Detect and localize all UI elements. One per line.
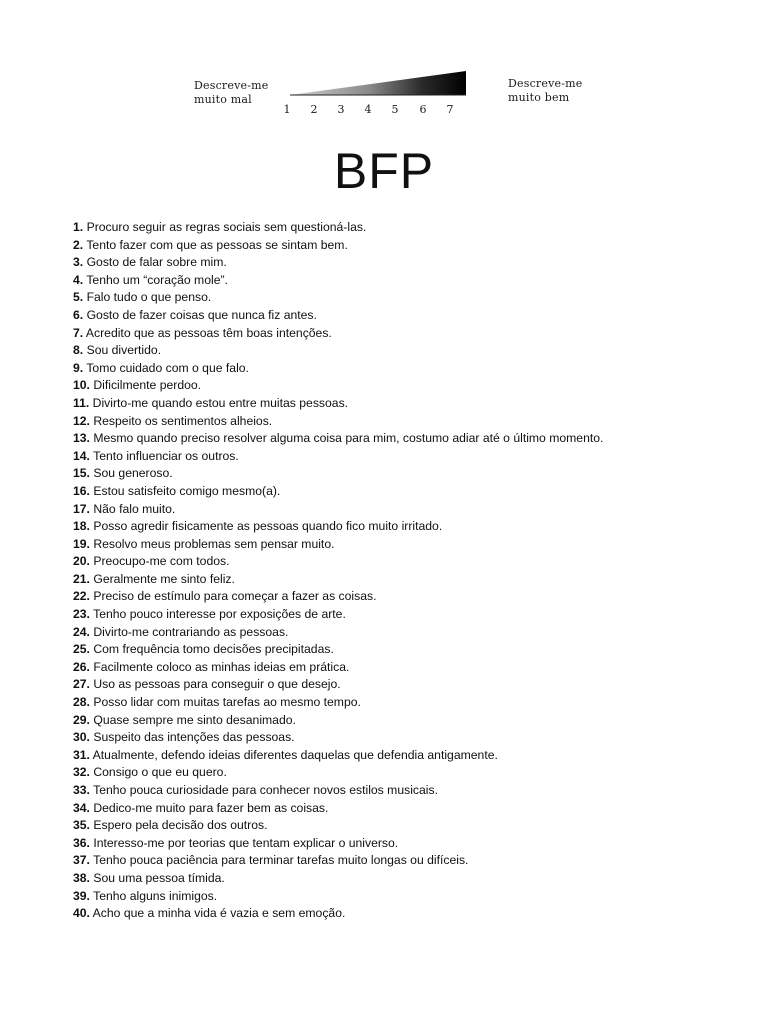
item-number: 29. <box>73 712 90 727</box>
item-text: Preocupo-me com todos. <box>93 554 230 569</box>
item-number: 2. <box>73 237 84 252</box>
item-text: Tomo cuidado com o que falo. <box>86 360 249 375</box>
item-number: 5. <box>73 290 84 305</box>
questionnaire-item <box>73 729 723 747</box>
item-text: Suspeito das intenções das pessoas. <box>93 730 295 745</box>
item-number: 24. <box>73 624 90 639</box>
item-text: Consigo o que eu quero. <box>93 765 227 780</box>
questionnaire-item <box>73 870 723 888</box>
item-text: Tenho um “coração mole”. <box>86 272 228 287</box>
questionnaire-item <box>73 694 723 712</box>
scale-number-2: 2 <box>310 103 318 116</box>
item-number: 27. <box>73 677 90 692</box>
item-text: Geralmente me sinto feliz. <box>93 571 235 586</box>
questionnaire-item <box>73 395 723 413</box>
item-text: Dificilmente perdoo. <box>93 378 202 393</box>
item-text: Falo tudo o que penso. <box>86 290 212 305</box>
item-number: 1. <box>73 220 84 234</box>
item-number: 20. <box>73 554 90 569</box>
questionnaire-item <box>73 817 723 835</box>
item-number: 12. <box>73 413 90 428</box>
item-text: Posso lidar com muitas tarefas ao mesmo tempo. <box>93 695 361 710</box>
item-text: Espero pela decisão dos outros. <box>93 818 268 833</box>
scale-left-label-line2: muito mal <box>194 93 252 106</box>
item-number: 40. <box>73 906 90 921</box>
scale-wedge-graphic <box>290 70 468 96</box>
questionnaire-items <box>73 219 723 923</box>
item-number: 36. <box>73 835 90 850</box>
item-text: Quase sempre me sinto desanimado. <box>93 712 296 727</box>
item-text: Acredito que as pessoas têm boas intenções. <box>85 325 332 340</box>
questionnaire-item <box>73 448 723 466</box>
item-text: Divirto-me contrariando as pessoas. <box>93 624 289 639</box>
item-number: 23. <box>73 607 90 622</box>
item-text: Preciso de estímulo para começar a fazer as coisas. <box>93 589 377 604</box>
questionnaire-item <box>73 571 723 589</box>
item-text: Acho que a minha vida é vazia e sem emoção. <box>92 906 346 921</box>
questionnaire-item <box>73 782 723 800</box>
item-number: 21. <box>73 571 90 586</box>
item-text: Sou divertido. <box>86 343 162 358</box>
questionnaire-item <box>73 465 723 483</box>
questionnaire-item <box>73 641 723 659</box>
item-text: Estou satisfeito comigo mesmo(a). <box>93 483 281 498</box>
item-text: Posso agredir fisicamente as pessoas quando fico muito irritado. <box>93 519 443 534</box>
scale-number-6: 6 <box>419 103 427 116</box>
item-text: Com frequência tomo decisões precipitadas. <box>93 642 334 657</box>
questionnaire-item <box>73 800 723 818</box>
questionnaire-item <box>73 659 723 677</box>
scale-number-5: 5 <box>391 103 399 116</box>
item-number: 19. <box>73 536 90 551</box>
item-text: Tenho alguns inimigos. <box>93 888 218 903</box>
questionnaire-item <box>73 624 723 642</box>
scale-left-label-line1: Descreve-me <box>194 79 269 92</box>
item-text: Tenho pouca curiosidade para conhecer novos estilos musicais. <box>93 783 438 797</box>
questionnaire-item <box>73 272 723 290</box>
item-number: 39. <box>73 888 90 903</box>
scale-numbers <box>281 103 471 117</box>
item-number: 26. <box>73 659 90 674</box>
item-number: 22. <box>73 589 90 604</box>
questionnaire-item <box>73 852 723 870</box>
item-number: 10. <box>73 378 90 393</box>
questionnaire-item <box>73 536 723 554</box>
item-text: Gosto de falar sobre mim. <box>86 255 227 270</box>
item-text: Tento influenciar os outros. <box>93 448 239 463</box>
item-number: 9. <box>73 360 84 375</box>
item-text: Sou generoso. <box>93 466 173 481</box>
page-title: BFP <box>333 143 435 199</box>
item-number: 18. <box>73 519 90 534</box>
questionnaire-item <box>73 676 723 694</box>
scale-number-4: 4 <box>364 103 372 116</box>
item-text: Uso as pessoas para conseguir o que desejo. <box>93 677 341 692</box>
questionnaire-item <box>73 360 723 378</box>
item-text: Procuro seguir as regras sociais sem questioná-las. <box>86 220 367 234</box>
item-number: 8. <box>73 343 84 358</box>
item-number: 33. <box>73 783 90 797</box>
questionnaire-item <box>73 588 723 606</box>
questionnaire-item <box>73 501 723 519</box>
item-number: 14. <box>73 448 90 463</box>
item-text: Mesmo quando preciso resolver alguma coisa para mim, costumo adiar até o último momento. <box>93 431 604 446</box>
questionnaire-item <box>73 518 723 536</box>
questionnaire-item <box>73 888 723 906</box>
questionnaire-item <box>73 905 723 923</box>
item-text: Tenho pouca paciência para terminar tarefas muito longas ou difíceis. <box>93 853 469 868</box>
item-text: Dedico-me muito para fazer bem as coisas. <box>93 800 329 815</box>
scale-number-1: 1 <box>283 103 291 116</box>
questionnaire-item <box>73 483 723 501</box>
item-number: 30. <box>73 730 90 745</box>
questionnaire-item <box>73 219 723 237</box>
item-number: 32. <box>73 765 90 780</box>
item-number: 3. <box>73 255 84 270</box>
item-number: 37. <box>73 853 90 868</box>
questionnaire-item <box>73 712 723 730</box>
scale-number-7: 7 <box>446 103 454 116</box>
questionnaire-item <box>73 835 723 853</box>
item-text: Respeito os sentimentos alheios. <box>93 413 273 428</box>
item-number: 17. <box>73 501 90 516</box>
questionnaire-item <box>73 342 723 360</box>
item-text: Divirto-me quando estou entre muitas pessoas. <box>92 395 349 410</box>
questionnaire-item <box>73 377 723 395</box>
item-number: 38. <box>73 870 90 885</box>
scale-right-label-line1: Descreve-me <box>508 77 583 90</box>
item-text: Atualmente, defendo ideias diferentes daquelas que defendia antigamente. <box>92 747 498 762</box>
item-text: Não falo muito. <box>93 501 176 516</box>
item-number: 7. <box>73 325 84 340</box>
item-number: 35. <box>73 818 90 833</box>
item-number: 28. <box>73 695 90 710</box>
questionnaire-item <box>73 237 723 255</box>
questionnaire-item <box>73 325 723 343</box>
questionnaire-item <box>73 254 723 272</box>
item-number: 31. <box>73 747 90 762</box>
questionnaire-item <box>73 764 723 782</box>
questionnaire-item <box>73 747 723 765</box>
item-number: 25. <box>73 642 90 657</box>
item-number: 6. <box>73 307 84 322</box>
questionnaire-item <box>73 553 723 571</box>
item-number: 15. <box>73 466 90 481</box>
item-number: 34. <box>73 800 90 815</box>
item-number: 11. <box>73 395 90 410</box>
questionnaire-item <box>73 430 723 448</box>
scale-right-label <box>508 77 582 105</box>
questionnaire-item <box>73 413 723 431</box>
item-number: 4. <box>73 272 84 287</box>
questionnaire-item <box>73 307 723 325</box>
item-number: 16. <box>73 483 90 498</box>
item-text: Tenho pouco interesse por exposições de arte. <box>93 607 346 622</box>
questionnaire-item <box>73 289 723 307</box>
scale-right-label-line2: muito bem <box>508 91 570 104</box>
item-text: Interesso-me por teorias que tentam explicar o universo. <box>93 835 399 850</box>
scale-number-3: 3 <box>337 103 345 116</box>
item-number: 13. <box>73 431 90 446</box>
scale-left-label <box>194 79 268 107</box>
item-text: Facilmente coloco as minhas ideias em prática. <box>93 659 350 674</box>
item-text: Sou uma pessoa tímida. <box>93 870 225 885</box>
questionnaire-item <box>73 606 723 624</box>
item-text: Gosto de fazer coisas que nunca fiz antes. <box>86 307 317 322</box>
item-text: Resolvo meus problemas sem pensar muito. <box>93 536 335 551</box>
item-text: Tento fazer com que as pessoas se sintam bem. <box>86 237 348 252</box>
